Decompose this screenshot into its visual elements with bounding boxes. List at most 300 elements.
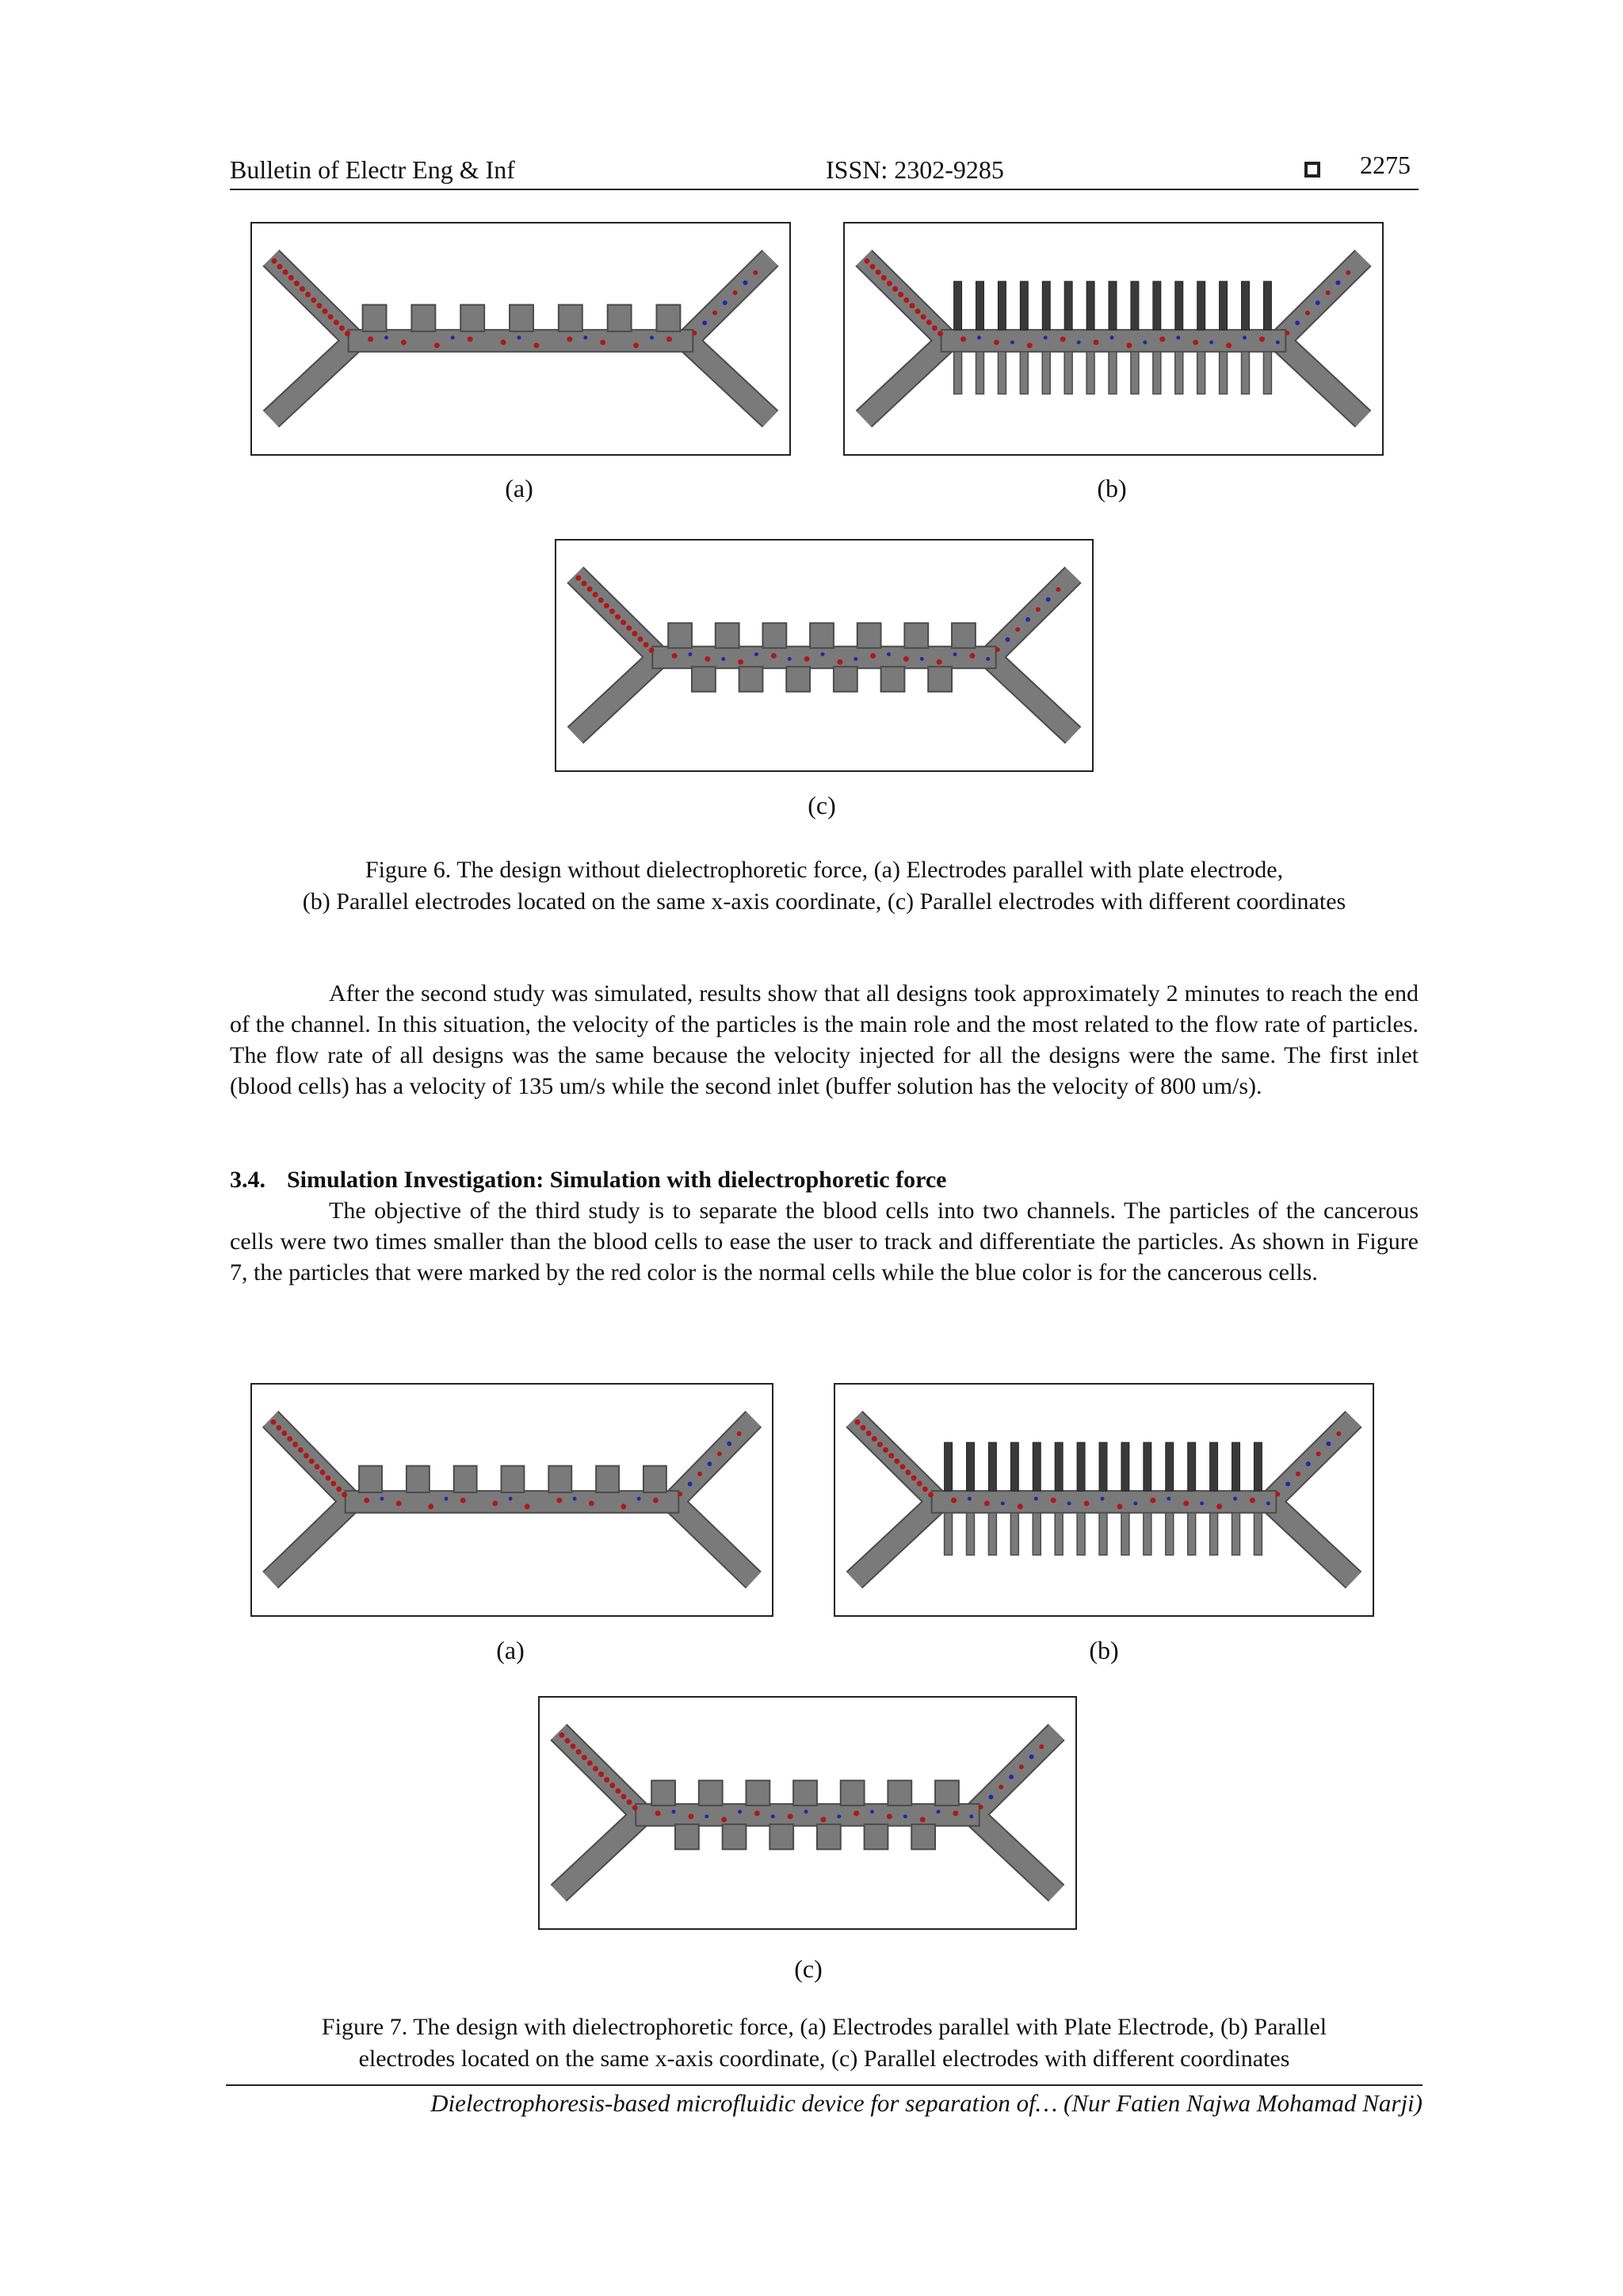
cancer-cell-dot (1101, 1497, 1105, 1501)
outlet-cell-dot (1296, 1472, 1300, 1477)
normal-cell-dot (854, 1419, 860, 1425)
cancer-cell-dot (1176, 336, 1180, 340)
cancer-cell-dot (517, 336, 521, 340)
electrode-bottom (1077, 1513, 1085, 1555)
normal-cell-dot (837, 659, 842, 665)
normal-cell-dot (881, 275, 887, 281)
journal-name: Bulletin of Electr Eng & Inf (230, 155, 515, 184)
electrode-bottom (998, 352, 1006, 394)
figure-7-caption-line1: Figure 7. The design with dielectrophoretic force, (a) Electrodes parallel with Plate Electrode, (b) Parallel (321, 2014, 1327, 2040)
normal-cell-dot (587, 586, 593, 592)
normal-cell-dot (926, 319, 932, 325)
normal-cell-dot (598, 1771, 604, 1777)
normal-cell-dot (609, 1782, 615, 1788)
figure-7a-image (250, 1383, 773, 1617)
normal-cell-dot (576, 1749, 582, 1755)
electrode-bottom (739, 667, 763, 691)
normal-cell-dot (339, 325, 345, 330)
normal-cell-dot (277, 264, 283, 269)
normal-cell-dot (888, 1453, 894, 1458)
normal-cell-dot (593, 592, 598, 598)
running-header (230, 151, 1419, 190)
cancer-cell-dot (771, 1814, 775, 1818)
channel-arm-fill (1279, 341, 1363, 419)
normal-cell-dot (525, 1503, 530, 1509)
outlet-cell-dot (717, 1451, 722, 1456)
normal-cell-dot (637, 636, 643, 642)
square-icon (1304, 162, 1320, 178)
cancer-cell-dot (509, 1497, 513, 1501)
electrode-bottom (1121, 1513, 1129, 1555)
outlet-cell-dot (999, 1785, 1003, 1790)
electrode-top (668, 623, 692, 648)
outlet-cell-dot (733, 290, 738, 295)
normal-cell-dot (309, 1458, 315, 1464)
cancer-cell-dot (969, 1814, 973, 1818)
normal-cell-dot (906, 1469, 911, 1475)
cancer-cell-dot (804, 1810, 808, 1814)
electrode-top (952, 623, 976, 648)
cancer-cell-dot (451, 336, 455, 340)
electrode-top (1166, 1442, 1174, 1491)
normal-cell-dot (604, 1777, 609, 1782)
electrode-bottom (1254, 1513, 1262, 1555)
section-number: 3.4. (230, 1167, 265, 1193)
normal-cell-dot (271, 1419, 277, 1425)
normal-cell-dot (1084, 1500, 1090, 1506)
outlet-cell-dot (1316, 300, 1320, 305)
outlet-cell-dot (989, 1794, 994, 1799)
electrode-bottom (786, 667, 810, 691)
normal-cell-dot (1159, 337, 1165, 342)
normal-cell-dot (326, 1475, 331, 1480)
cancer-cell-dot (705, 1814, 708, 1818)
normal-cell-dot (984, 1500, 990, 1506)
normal-cell-dot (883, 1447, 888, 1453)
section-title: Simulation Investigation: Simulation with dielectrophoretic force (287, 1167, 947, 1193)
figure-6b-label: (b) (1097, 474, 1127, 502)
normal-cell-dot (920, 1817, 926, 1822)
figure-6a-image (250, 222, 791, 456)
normal-cell-dot (876, 269, 881, 275)
normal-cell-dot (938, 330, 943, 336)
outlet-cell-dot (1009, 1775, 1014, 1779)
normal-cell-dot (627, 1799, 632, 1805)
figure-6c-image (555, 539, 1094, 772)
normal-cell-dot (866, 1431, 872, 1436)
paragraph-1: After the second study was simulated, results show that all designs took approximately 2 minutes to reach the end of the channel. In this situation, the velocity of the particles is the main role and the most related to the flow rate of particles. The flow rate of all designs was the same because the velocity injected for all the designs were the same. The first inlet (blood cells) has a velocity of 135 um/s while the second inlet (buffer solution has the velocity of 800 um/s). (230, 980, 1419, 1099)
normal-cell-dot (587, 1760, 593, 1766)
cancer-cell-dot (1233, 1497, 1237, 1501)
normal-cell-dot (468, 337, 473, 342)
electrode-top (699, 1781, 723, 1806)
normal-cell-dot (621, 1503, 626, 1509)
normal-cell-dot (922, 1486, 928, 1492)
main-channel (652, 647, 995, 669)
normal-cell-dot (434, 342, 440, 348)
normal-cell-dot (911, 1475, 917, 1480)
electrode-top (1020, 281, 1028, 330)
normal-cell-dot (292, 1442, 298, 1447)
cancer-cell-dot (1209, 340, 1213, 344)
electrode-top (363, 305, 387, 332)
electrode-bottom (1064, 352, 1072, 394)
normal-cell-dot (593, 1766, 598, 1771)
cancer-cell-dot (1110, 336, 1114, 340)
normal-cell-dot (1259, 337, 1265, 342)
normal-cell-dot (575, 575, 581, 581)
normal-cell-dot (288, 275, 294, 281)
outlet-cell-dot (1015, 627, 1020, 632)
normal-cell-dot (316, 303, 322, 308)
normal-cell-dot (870, 264, 876, 269)
normal-cell-dot (898, 292, 903, 297)
channel-arm-fill (270, 1502, 351, 1580)
electrode-top (1121, 1442, 1129, 1491)
normal-cell-dot (571, 1744, 576, 1749)
figure-7b-label: (b) (1089, 1636, 1119, 1664)
electrode-bottom (723, 1824, 747, 1850)
channel-arm-fill (990, 575, 1073, 657)
normal-cell-dot (804, 656, 810, 662)
electrode-top (976, 281, 984, 330)
electrode-bottom (945, 1513, 953, 1555)
main-channel (346, 1491, 679, 1513)
outlet-cell-dot (979, 1805, 983, 1809)
channel-arm-fill (1270, 1419, 1354, 1502)
normal-cell-dot (672, 653, 678, 659)
electrode-bottom (1153, 352, 1161, 394)
channel-arm-fill (1270, 1502, 1354, 1580)
cancer-cell-dot (384, 336, 388, 340)
normal-cell-dot (887, 1813, 892, 1819)
normal-cell-dot (1150, 1498, 1155, 1503)
figure-6b-image (843, 222, 1384, 456)
section-heading (230, 1167, 947, 1194)
normal-cell-dot (328, 314, 334, 319)
outlet-cell-dot (1295, 320, 1300, 325)
outlet-cell-dot (1029, 1755, 1034, 1759)
normal-cell-dot (621, 620, 626, 625)
electrode-top (841, 1781, 865, 1806)
electrode-top (746, 1781, 769, 1806)
normal-cell-dot (899, 1464, 905, 1469)
normal-cell-dot (909, 303, 915, 308)
normal-cell-dot (1060, 337, 1066, 342)
normal-cell-dot (960, 337, 966, 342)
outlet-cell-dot (708, 1461, 712, 1466)
electrode-top (1033, 1442, 1041, 1491)
electrode-top (935, 1781, 959, 1806)
electrode-top (1210, 1442, 1218, 1491)
outlet-cell-dot (737, 1431, 742, 1436)
outlet-cell-dot (1336, 1431, 1341, 1436)
electrode-bottom (1232, 1513, 1240, 1555)
channel-arm-fill (973, 1815, 1056, 1893)
normal-cell-dot (921, 314, 926, 319)
cancer-cell-dot (1077, 340, 1081, 344)
normal-cell-dot (655, 1811, 661, 1817)
cancer-cell-dot (953, 652, 957, 656)
normal-cell-dot (582, 1755, 587, 1760)
electrode-top (998, 281, 1006, 330)
normal-cell-dot (1027, 342, 1033, 348)
electrode-bottom (1166, 1513, 1174, 1555)
normal-cell-dot (994, 339, 999, 345)
normal-cell-dot (705, 656, 710, 662)
outlet-cell-dot (1306, 1461, 1311, 1466)
electrode-top (460, 305, 484, 332)
outlet-cell-dot (743, 281, 747, 285)
normal-cell-dot (342, 1492, 347, 1497)
normal-cell-dot (894, 1458, 899, 1464)
outlet-cell-dot (753, 270, 758, 275)
electrode-top (1188, 1442, 1196, 1491)
normal-cell-dot (304, 1453, 309, 1458)
electrode-top (656, 305, 680, 332)
electrode-bottom (967, 1513, 975, 1555)
figure-6-caption-line2: (b) Parallel electrodes located on the same x-axis coordinate, (c) Parallel electrodes with different coordinates (302, 888, 1346, 915)
electrode-top (510, 305, 533, 332)
cancer-cell-dot (887, 652, 891, 656)
outlet-cell-dot (1039, 1744, 1044, 1749)
outlet-cell-dot (1056, 587, 1060, 592)
electrode-top (407, 1466, 430, 1493)
electrode-top (1197, 281, 1205, 330)
channel-arm-fill (686, 341, 770, 419)
normal-cell-dot (788, 1813, 793, 1819)
outlet-cell-dot (727, 1442, 731, 1446)
electrode-bottom (1042, 352, 1050, 394)
normal-cell-dot (953, 1811, 958, 1817)
electrode-top (904, 623, 928, 648)
normal-cell-dot (604, 603, 609, 609)
page-number: 2275 (1360, 151, 1411, 179)
normal-cell-dot (271, 258, 277, 264)
cancer-cell-dot (445, 1497, 449, 1501)
normal-cell-dot (738, 659, 743, 665)
normal-cell-dot (581, 581, 586, 586)
electrode-top (1232, 1442, 1240, 1491)
electrode-top (359, 1466, 382, 1493)
electrode-bottom (1197, 352, 1205, 394)
cancer-cell-dot (977, 336, 981, 340)
normal-cell-dot (1117, 1503, 1122, 1509)
cancer-cell-dot (650, 336, 654, 340)
electrode-bottom (1010, 1513, 1018, 1555)
electrode-bottom (1263, 352, 1271, 394)
cancer-cell-dot (1001, 1501, 1005, 1505)
electrode-top (1010, 1442, 1018, 1491)
cancer-cell-dot (1010, 340, 1014, 344)
normal-cell-dot (1216, 1503, 1222, 1509)
channel-arm-fill (990, 657, 1073, 735)
channel-drawing (540, 1698, 1075, 1928)
normal-cell-dot (632, 631, 637, 636)
normal-cell-dot (345, 330, 350, 336)
normal-cell-dot (754, 1811, 760, 1817)
normal-cell-dot (1094, 339, 1099, 345)
normal-cell-dot (1126, 342, 1132, 348)
electrode-top (1099, 1442, 1107, 1491)
electrode-bottom (692, 667, 716, 691)
channel-drawing (556, 541, 1092, 770)
normal-cell-dot (311, 297, 316, 303)
electrode-top (411, 305, 435, 332)
figure-6-caption-line1: Figure 6. The design without dielectrophoretic force, (a) Electrodes parallel with plate electrode, (365, 857, 1284, 883)
electrode-bottom (1242, 352, 1250, 394)
normal-cell-dot (401, 339, 407, 345)
normal-cell-dot (771, 653, 777, 659)
electrode-bottom (769, 1824, 793, 1850)
normal-cell-dot (870, 653, 876, 659)
electrode-top (1131, 281, 1139, 330)
cancer-cell-dot (1133, 1501, 1137, 1505)
cancer-cell-dot (1067, 1501, 1071, 1505)
cancer-cell-dot (986, 657, 990, 661)
cancer-cell-dot (870, 1810, 874, 1814)
normal-cell-dot (368, 337, 373, 342)
figure-7a-label: (a) (496, 1636, 525, 1664)
normal-cell-dot (951, 1498, 957, 1503)
figure-7-caption-line2: electrodes located on the same x-axis coordinate, (c) Parallel electrodes with different coordinates (358, 2046, 1290, 2072)
channel-arm-fill (1279, 258, 1363, 341)
normal-cell-dot (559, 1733, 564, 1738)
outlet-cell-dot (1326, 1442, 1331, 1446)
cancer-cell-dot (754, 652, 758, 656)
outlet-cell-dot (1275, 1492, 1280, 1496)
normal-cell-dot (666, 337, 672, 342)
cancer-cell-dot (968, 1497, 972, 1501)
electrode-bottom (1109, 352, 1117, 394)
electrode-top (762, 623, 786, 648)
electrode-top (501, 1466, 524, 1493)
normal-cell-dot (1226, 342, 1232, 348)
electrode-top (1042, 281, 1050, 330)
normal-cell-dot (653, 1498, 659, 1503)
normal-cell-dot (305, 292, 311, 297)
outlet-cell-dot (692, 330, 697, 335)
outlet-cell-dot (1285, 330, 1289, 335)
electrode-top (888, 1781, 911, 1806)
electrode-bottom (1175, 352, 1183, 394)
normal-cell-dot (632, 1805, 638, 1810)
normal-cell-dot (598, 598, 604, 603)
channel-arm-fill (686, 258, 770, 341)
normal-cell-dot (428, 1503, 433, 1509)
figure-7c-image (538, 1696, 1077, 1930)
cancer-cell-dot (672, 1810, 676, 1814)
figure-6a-label: (a) (505, 474, 533, 502)
electrode-bottom (1188, 1513, 1196, 1555)
cancer-cell-dot (1276, 340, 1280, 344)
electrode-bottom (954, 352, 962, 394)
electrode-bottom (1131, 352, 1139, 394)
outlet-cell-dot (1326, 290, 1331, 295)
electrode-top (857, 623, 881, 648)
electrode-bottom (988, 1513, 996, 1555)
electrode-bottom (1086, 352, 1094, 394)
outlet-cell-dot (688, 1481, 693, 1486)
outlet-cell-dot (712, 311, 717, 315)
normal-cell-dot (633, 342, 639, 348)
normal-cell-dot (626, 625, 632, 631)
outlet-cell-dot (1285, 1481, 1290, 1486)
electrode-top (643, 1466, 666, 1493)
normal-cell-dot (932, 325, 938, 330)
outlet-cell-dot (702, 320, 707, 325)
cancer-cell-dot (854, 657, 857, 661)
normal-cell-dot (1051, 1498, 1056, 1503)
electrode-bottom (1099, 1513, 1107, 1555)
cancer-cell-dot (903, 1814, 907, 1818)
normal-cell-dot (323, 308, 328, 314)
figure-7c-label: (c) (794, 1954, 823, 1983)
cancer-cell-dot (788, 657, 792, 661)
electrode-top (559, 305, 582, 332)
electrode-bottom (834, 667, 857, 691)
normal-cell-dot (854, 1811, 859, 1817)
channel-arm-fill (271, 341, 355, 419)
figure-6c-label: (c) (808, 791, 836, 819)
normal-cell-dot (621, 1794, 626, 1799)
electrode-top (793, 1781, 817, 1806)
normal-cell-dot (330, 1480, 336, 1486)
main-channel (932, 1491, 1277, 1513)
normal-cell-dot (928, 1492, 934, 1497)
normal-cell-dot (556, 1498, 562, 1503)
electrode-top (596, 1466, 619, 1493)
electrode-bottom (817, 1824, 841, 1850)
cancer-cell-dot (738, 1810, 742, 1814)
cancer-cell-dot (1266, 1501, 1270, 1505)
electrode-top (1254, 1442, 1262, 1491)
normal-cell-dot (649, 648, 655, 653)
normal-cell-dot (283, 269, 288, 275)
electrode-bottom (1144, 1513, 1151, 1555)
normal-cell-dot (320, 1469, 326, 1475)
figure-7b-image (834, 1383, 1374, 1617)
cancer-cell-dot (380, 1497, 384, 1501)
outlet-cell-dot (1046, 597, 1051, 602)
normal-cell-dot (877, 1442, 883, 1447)
normal-cell-dot (1183, 1500, 1189, 1506)
normal-cell-dot (609, 609, 615, 614)
normal-cell-dot (533, 342, 539, 348)
electrode-top (1153, 281, 1161, 330)
outlet-cell-dot (678, 1492, 682, 1496)
outlet-cell-dot (723, 300, 727, 305)
electrode-bottom (1210, 1513, 1218, 1555)
main-channel (349, 330, 693, 352)
normal-cell-dot (969, 653, 975, 659)
normal-cell-dot (903, 297, 909, 303)
normal-cell-dot (861, 1425, 866, 1431)
electrode-top (548, 1466, 571, 1493)
channel-drawing (252, 1385, 772, 1615)
normal-cell-dot (688, 1813, 693, 1819)
cancer-cell-dot (937, 1810, 941, 1814)
cancer-cell-dot (1167, 1497, 1170, 1501)
electrode-bottom (928, 667, 952, 691)
normal-cell-dot (820, 1817, 826, 1822)
outlet-cell-dot (1316, 1451, 1321, 1456)
electrode-top (608, 305, 632, 332)
electrode-bottom (1020, 352, 1028, 394)
channel-drawing (845, 223, 1382, 454)
electrode-top (1064, 281, 1072, 330)
electrode-top (967, 1442, 975, 1491)
